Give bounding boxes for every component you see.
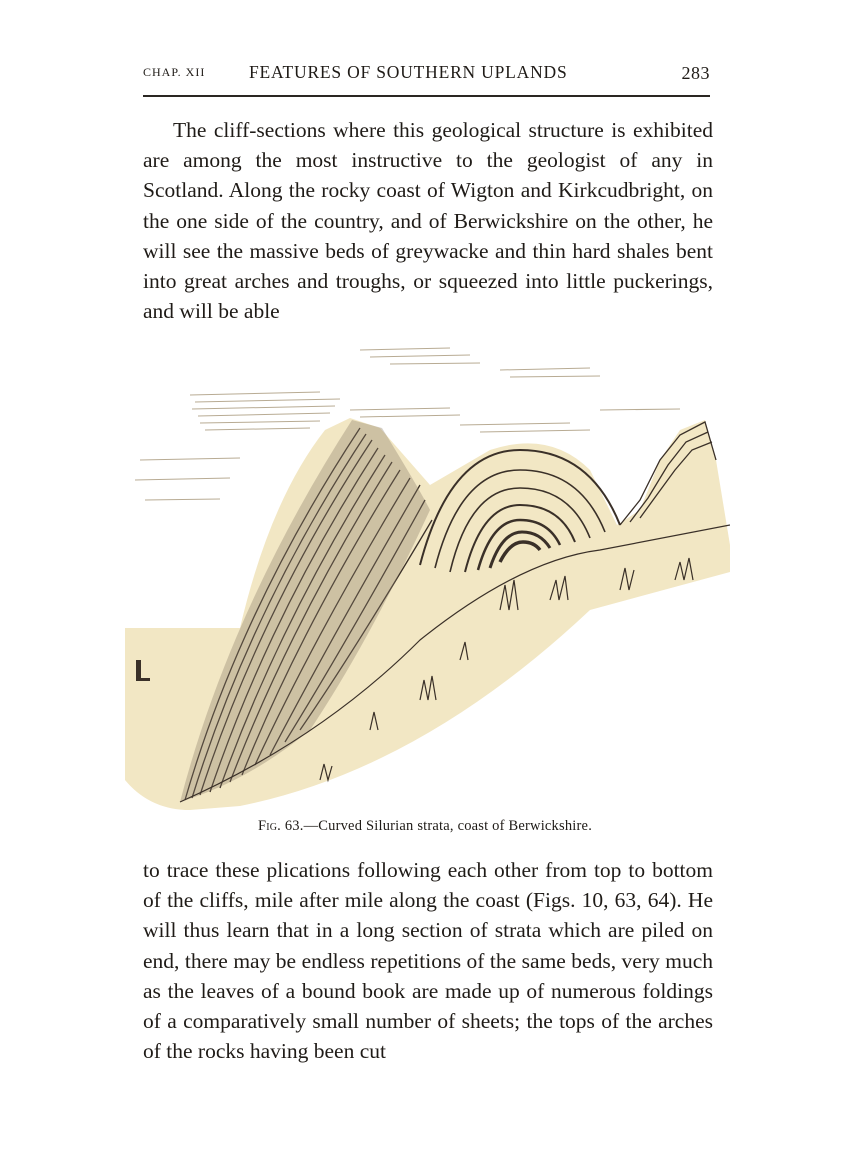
running-title: FEATURES OF SOUTHERN UPLANDS (249, 62, 568, 82)
curved-strata-drawing (120, 310, 730, 815)
paragraph-top: The cliff-sections where this geological structure is exhibited are among the most instructive to the geologist of any in Scotland. Along the rocky coast of Wigton and Kirkcudbright, on the one side of the country, and of Berwickshire on the other, he will see the massive beds of greywacke and thin hard shales bent into great arches and troughs, or squeezed into little puckerings, and will be able (143, 118, 713, 324)
figure-caption-text: —Curved Silurian strata, coast of Berwickshire. (303, 818, 593, 834)
figure-label: Fig. 63. (257, 818, 304, 834)
figure-caption (0, 818, 850, 835)
shore-figure (136, 660, 141, 680)
header-rule (143, 95, 710, 97)
chapter-label: CHAP. XII (143, 65, 206, 79)
paragraph-bottom: to trace these plications following each other from top to bottom of the cliffs, mile after mile along the coast (Figs. 10, 63, 64). He will thus learn that in a long section of strata which are piled on end, there may be endless repetitions of the same beds, very much as the leaves of a bound book are made up of numerous foldings of a comparatively small number of sheets; the tops of the arches of the rocks having been cut (143, 858, 713, 1064)
figure-illustration (120, 310, 730, 815)
page-number: 283 (681, 63, 710, 83)
running-header (143, 60, 710, 90)
